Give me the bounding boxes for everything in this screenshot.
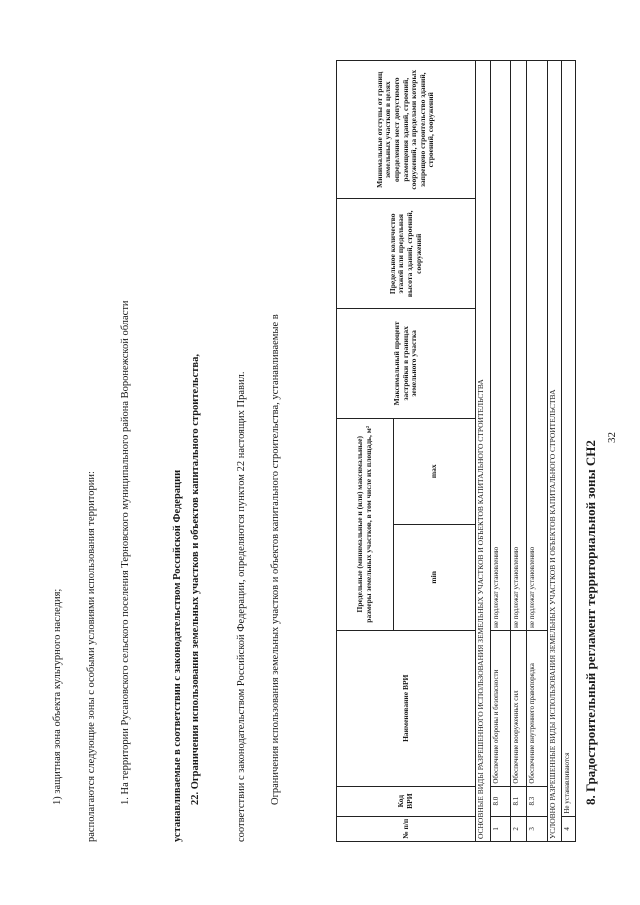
row-name: Обеспечение вооруженных сил: [511, 630, 527, 786]
page-number: 32: [606, 432, 618, 443]
row-num: 2: [511, 816, 527, 841]
row-num: 1: [490, 816, 510, 841]
item-1-line-2: располагаются следующие зоны с особыми условиями использования территории:: [86, 471, 97, 842]
regulation-table: [336, 60, 576, 842]
section-22-heading-line-2: устанавливаемые в соответствии с законодательством Российской Федерации: [172, 469, 183, 842]
restrictions-paragraph-line-1: Ограничения использования земельных участков и объектов капитального строительства, устанавливаемые в: [270, 314, 281, 805]
table-row: [527, 61, 547, 842]
row-name: Не устанавливаются: [562, 61, 576, 817]
header-percent: Максимальный процент застройки в границах земельного участка: [337, 309, 476, 419]
row-num: 4: [562, 816, 576, 841]
section-title: 8. Градостроительный регламент территориальной зоны СН2: [583, 440, 598, 805]
row-note: не подлежат установлению: [490, 61, 510, 631]
header-size: Предельные (минимальные и (или) максимальные) размеры земельных участков, в том числе их площадь, м²: [337, 418, 394, 630]
row-name: Обеспечение обороны и безопасности: [490, 630, 510, 786]
row-name: Обеспечение внутреннего правопорядка: [527, 630, 547, 786]
item-1-line-1: 1. На территории Русановского сельского поселения Терновского муниципального района Воронежской области: [120, 300, 131, 805]
item-1-subitem-1: 1) защитная зона объекта культурного наследия;: [52, 588, 63, 805]
header-setback: Минимальные отступы от границ земельных участков в целях определения мест допустимого размещения зданий, строений, сооружений, за пределами которых запрещено строительство зданий, строений, сооружений: [337, 61, 476, 199]
row-code: 8.0: [490, 786, 510, 816]
header-code: Код ВРИ: [337, 786, 476, 816]
row-note: не подлежат установлению: [511, 61, 527, 631]
section-22-heading-line-1: 22. Ограничения использования земельных участков и объектов капитального строительства,: [190, 354, 201, 805]
row-code: 8.1: [511, 786, 527, 816]
table-row: [490, 61, 510, 842]
row-num: 3: [527, 816, 547, 841]
header-floors: Предельное количество этажей или предельная высота зданий, строений, сооружений: [337, 199, 476, 309]
row-note: не подлежат установлению: [527, 61, 547, 631]
table-row: [511, 61, 527, 842]
section-conditional-title: УСЛОВНО РАЗРЕШЕННЫЕ ВИДЫ ИСПОЛЬЗОВАНИЯ ЗЕМЕЛЬНЫХ УЧАСТКОВ И ОБЪЕКТОВ КАПИТАЛЬНОГО СТРОИТЕЛЬСТВА: [547, 61, 562, 842]
row-code: 8.3: [527, 786, 547, 816]
header-num: № п/п: [337, 816, 476, 841]
header-name: Наименование ВРИ: [337, 630, 476, 786]
table-row: [562, 61, 576, 842]
section-main-title: ОСНОВНЫЕ ВИДЫ РАЗРЕШЕННОГО ИСПОЛЬЗОВАНИЯ ЗЕМЕЛЬНЫХ УЧАСТКОВ И ОБЪЕКТОВ КАПИТАЛЬНОГО СТРОИТЕЛЬСТВА: [475, 61, 490, 842]
header-max: max: [393, 418, 475, 524]
restrictions-paragraph-line-2: соответствии с законодательством Российской Федерации, определяются пунктом 22 настоящих Правил.: [236, 371, 247, 842]
header-min: min: [393, 524, 475, 630]
